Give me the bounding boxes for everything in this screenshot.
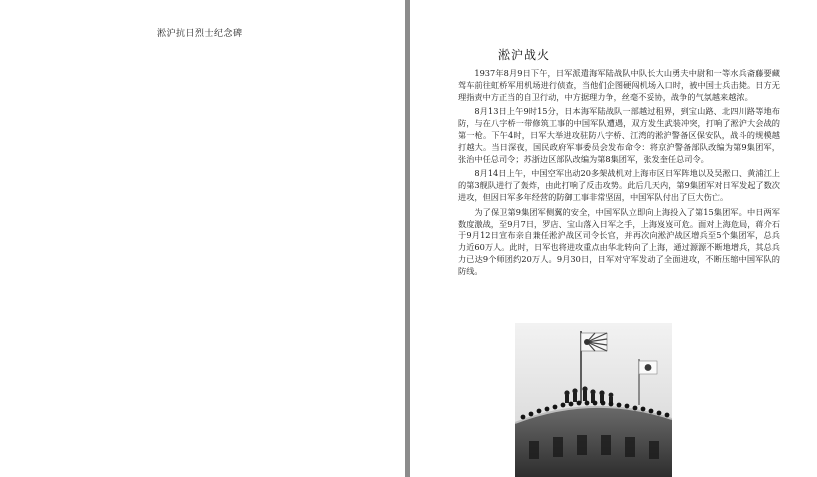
article-paragraph: 1937年8月9日下午，日军派遣海军陆战队中队长大山勇夫中尉和一等水兵斋藤要藏驾车前往虹桥军用机场进行侦查，当他们企图硬闯机场入口时，被中国士兵击毙。日方无理指责中方正当的自卫行动，中方据理力争，丝毫不妥协，战争的气氛越来越浓。	[458, 68, 780, 102]
historical-photo-flag-building-icon	[515, 323, 672, 477]
article-paragraph: 为了保卫第9集团军侧翼的安全，中国军队立即向上海投入了第15集团军。中日两军数度激战，至9月7日，罗店、宝山落入日军之手，上海岌岌可危。面对上海危局，蒋介石于9月12日宣布亲自兼任淞沪战区司令长官，并再次向淞沪战区增兵至5个集团军，总兵力近60万人。此时，日军也将进攻重点由华北转向了上海，通过源源不断地增兵，其总兵力已达9个师团约20万人。9月30日，日军对守军发动了全面进攻，不断压缩中国军队的防线。	[458, 206, 780, 276]
historical-photo	[515, 323, 672, 477]
article-paragraph: 8月14日上午，中国空军出动20多架战机对上海市区日军阵地以及吴淞口、黄浦江上的第3舰队进行了轰炸，由此打响了反击攻势。此后几天内，第9集团军对日军发起了数次进攻，但因日军多年经营的防御工事非常坚固，中国军队付出了巨大伤亡。	[458, 168, 780, 202]
article-paragraph: 8月13日上午9时15分，日本海军陆战队一部越过租界，到宝山路、北四川路等地布防，与在八字桥一带修筑工事的中国军队遭遇，双方发生武装冲突，打响了淞沪大会战的第一枪。下午4时，日军大举进攻驻防八字桥、江湾的淞沪警备区保安队，战斗的规模越打越大。当日深夜，国民政府军事委员会发布命令：将京沪警备部队改编为第9集团军，张治中任总司令；苏浙边区部队改编为第8集团军，张发奎任总司令。	[458, 106, 780, 164]
left-page-header: 淞沪抗日烈士纪念碑	[157, 29, 243, 39]
article-body	[458, 68, 780, 281]
right-page	[410, 0, 817, 477]
left-page	[0, 0, 405, 477]
article-title: 淞沪战火	[498, 48, 551, 62]
